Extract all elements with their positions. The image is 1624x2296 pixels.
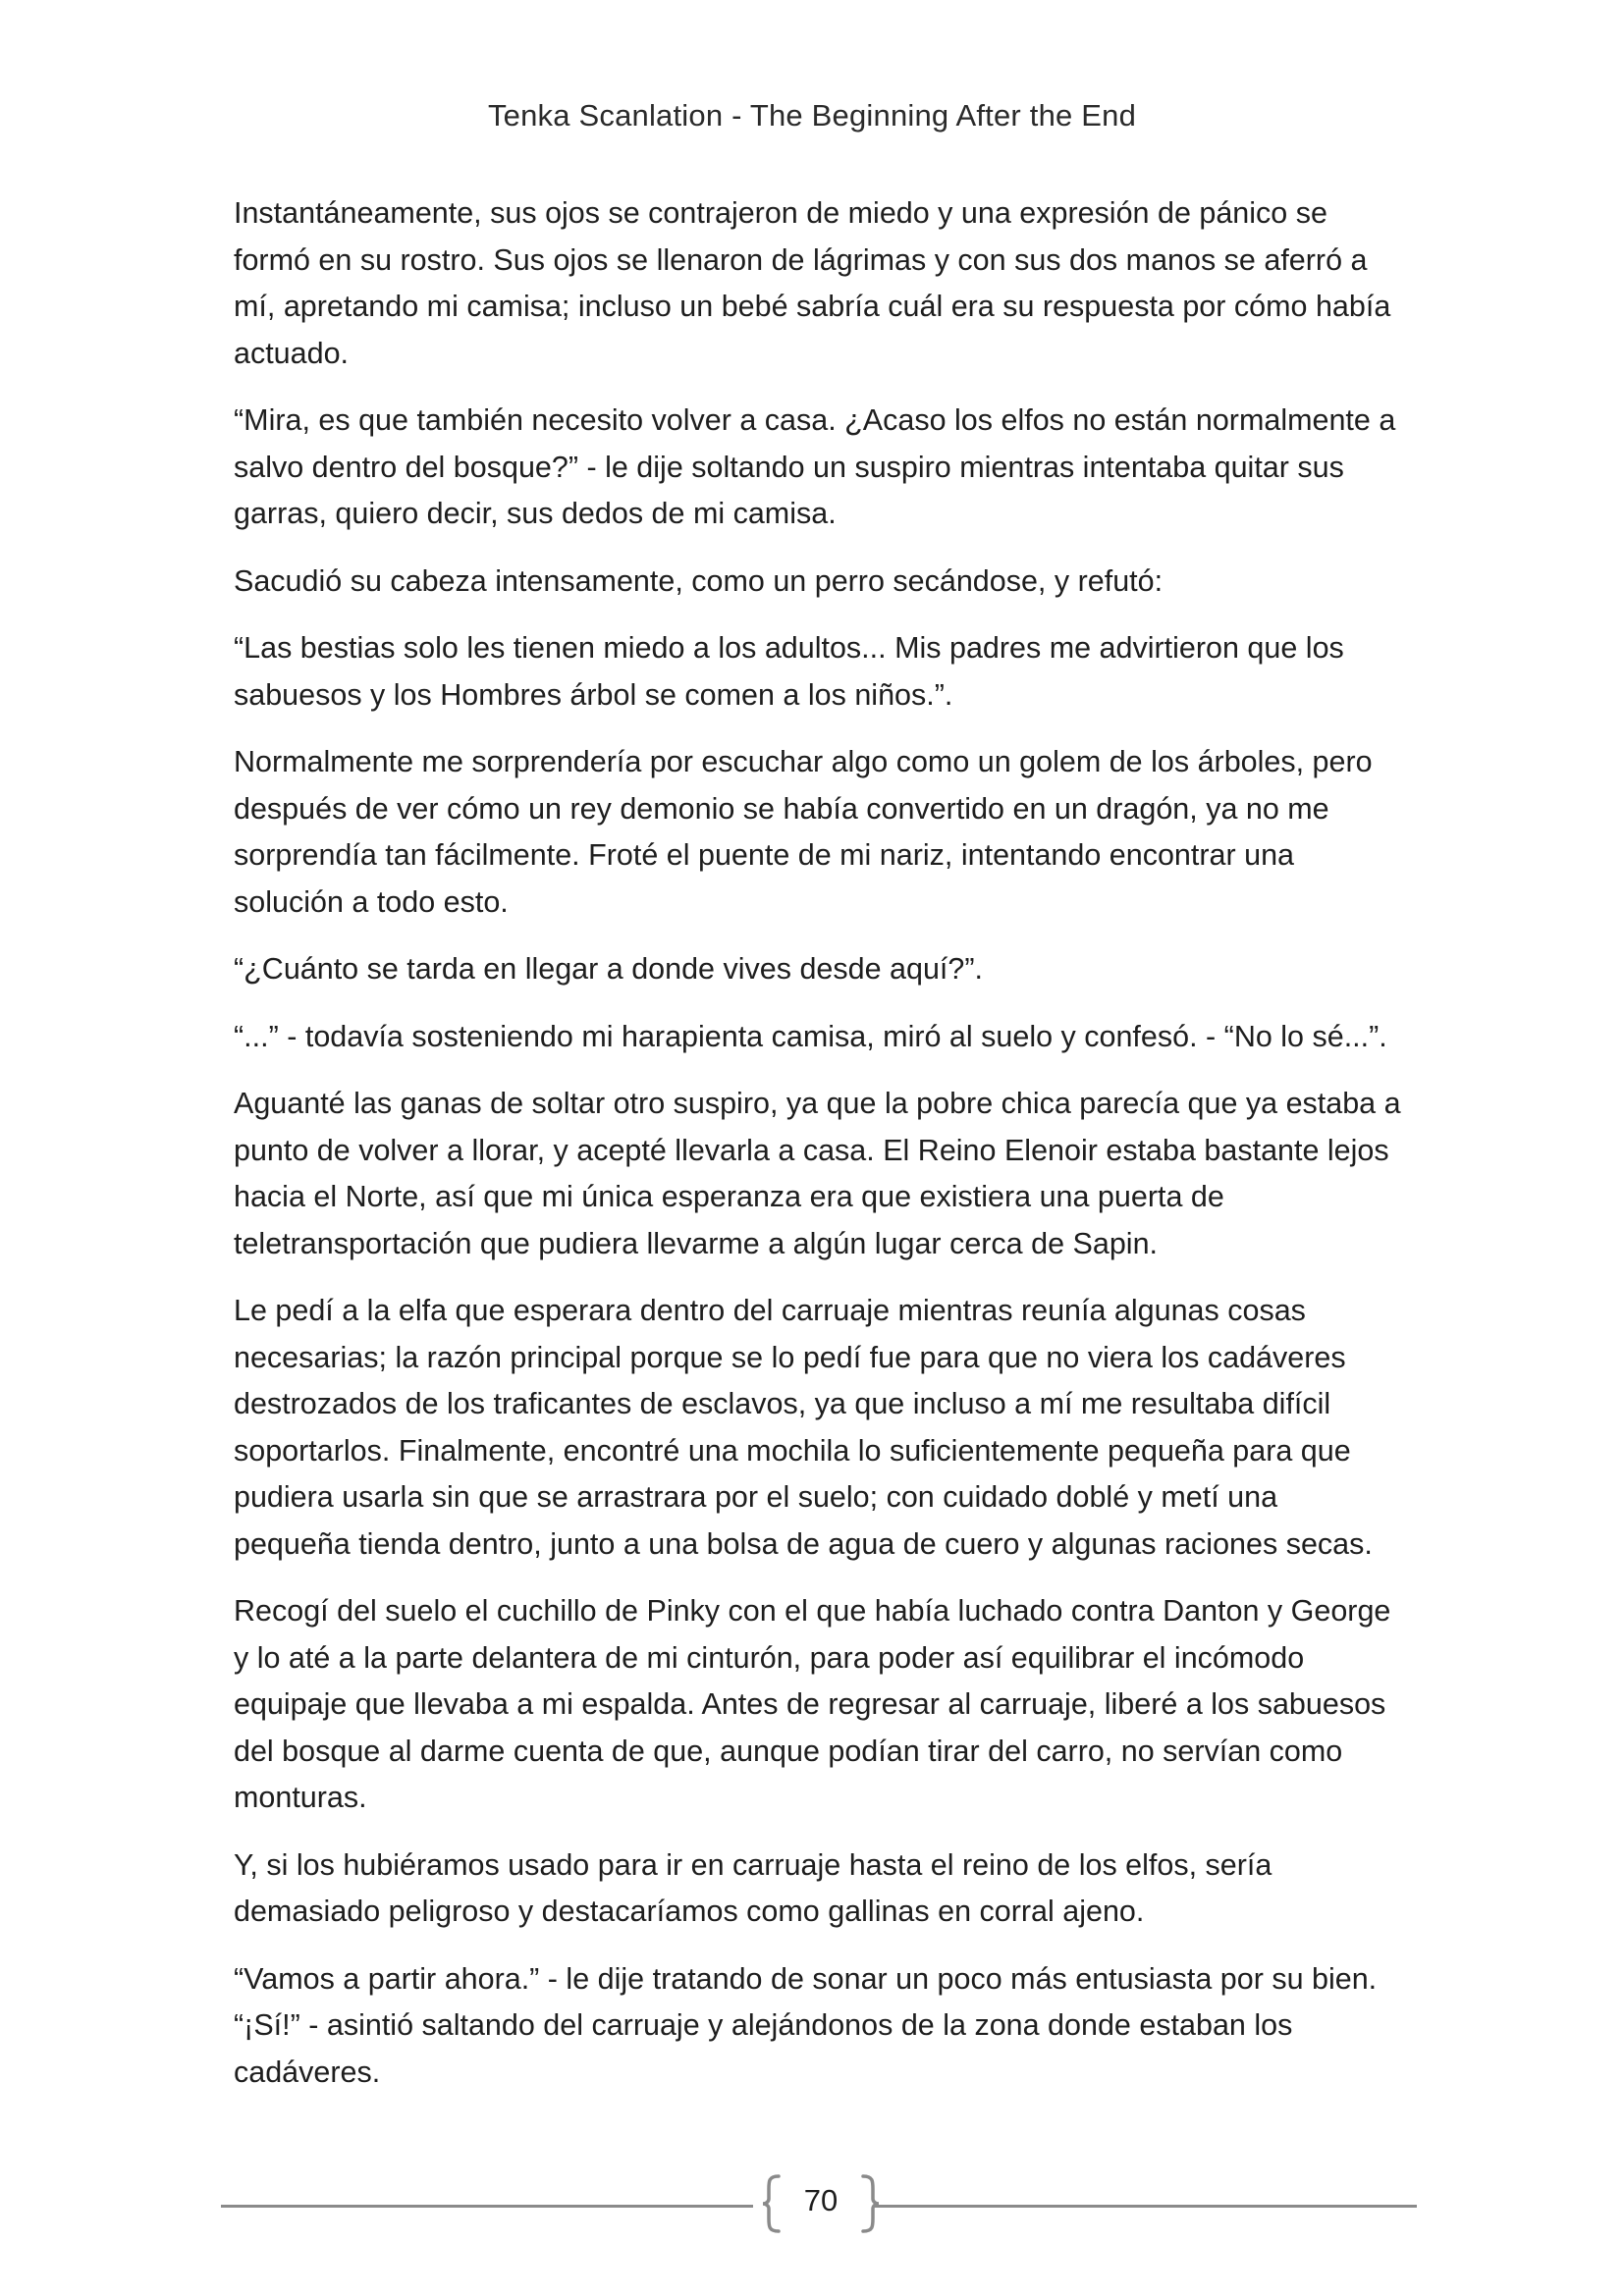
paragraph: “Las bestias solo les tienen miedo a los adultos... Mis padres me advirtieron que los sabuesos y los Hombres árbol se comen a los niños.”. [234,631,1344,712]
page-number: 70 [803,2183,839,2217]
paragraph: Aguanté las ganas de soltar otro suspiro, ya que la pobre chica parecía que ya estaba a punto de volver a llorar, y acepté llevarla a casa. El Reino Elenoir estaba bastante lejos hacia el Norte, así que mi única esperanza era que existiera una puerta de teletransportación que pudiera llevarme a algún lugar cerca de Sapin. [234,1087,1401,1260]
paragraph: Sacudió su cabeza intensamente, como un perro secándose, y refutó: [234,563,1164,598]
footer-rule-right [875,2205,1417,2208]
paragraph: Instantáneamente, sus ojos se contrajeron de miedo y una expresión de pánico se formó en su rostro. Sus ojos se llenaron de lágrimas y con sus dos manos se aferró a mí, apretando mi camisa; incluso un bebé sabría cuál era su respuesta por cómo había actuado. [234,196,1391,370]
paragraph: “Mira, es que también necesito volver a casa. ¿Acaso los elfos no están normalmente a salvo dentro del bosque?” - le dije soltando un suspiro mientras intentaba quitar sus garras, quiero decir, sus dedos de mi camisa. [234,403,1396,530]
left-bracket-ornament [761,2173,783,2234]
paragraph: “...” - todavía sosteniendo mi harapienta camisa, miró al suelo y confesó. - “No lo sé...”. [234,1019,1387,1053]
running-header: Tenka Scanlation - The Beginning After the End [487,98,1137,133]
right-bracket-ornament [859,2173,881,2234]
page-footer [221,2171,1417,2240]
paragraph: Normalmente me sorprendería por escuchar algo como un golem de los árboles, pero después de ver cómo un rey demonio se había convertido en un dragón, ya no me sorprendía tan fácilmente. Froté el puente de mi nariz, intentando encontrar una solución a todo esto. [234,745,1373,919]
body-text [234,190,1402,2116]
paragraph: Le pedí a la elfa que esperara dentro del carruaje mientras reunía algunas cosas necesarias; la razón principal porque se lo pedí fue para que no viera los cadáveres destrozados de los traficantes de esclavos, ya que incluso a mí me resultaba difícil soportarlos. Finalmente, encontré una mochila lo suficientemente pequeña para que pudiera usarla sin que se arrastrara por el suelo; con cuidado doblé y metí una pequeña tienda dentro, junto a una bolsa de agua de cuero y algunas raciones secas. [234,1294,1373,1561]
paragraph: “¡Sí!” - asintió saltando del carruaje y alejándonos de la zona donde estaban los cadáveres. [234,2008,1293,2089]
footer-rule-left [221,2205,753,2208]
paragraph: Y, si los hubiéramos usado para ir en carruaje hasta el reino de los elfos, sería demasiado peligroso y destacaríamos como gallinas en corral ajeno. [234,1847,1272,1928]
paragraph: “Vamos a partir ahora.” - le dije tratando de sonar un poco más entusiasta por su bien. [234,1961,1378,1996]
paragraph: “¿Cuánto se tarda en llegar a donde vives desde aquí?”. [234,952,983,986]
paragraph: Recogí del suelo el cuchillo de Pinky con el que había luchado contra Danton y George y lo até a la parte delantera de mi cinturón, para poder así equilibrar el incómodo equipaje que llevaba a mi espalda. Antes de regresar al carruaje, liberé a los sabuesos del bosque al darme cuenta de que, aunque podían tirar del carro, no servían como monturas. [234,1594,1391,1814]
